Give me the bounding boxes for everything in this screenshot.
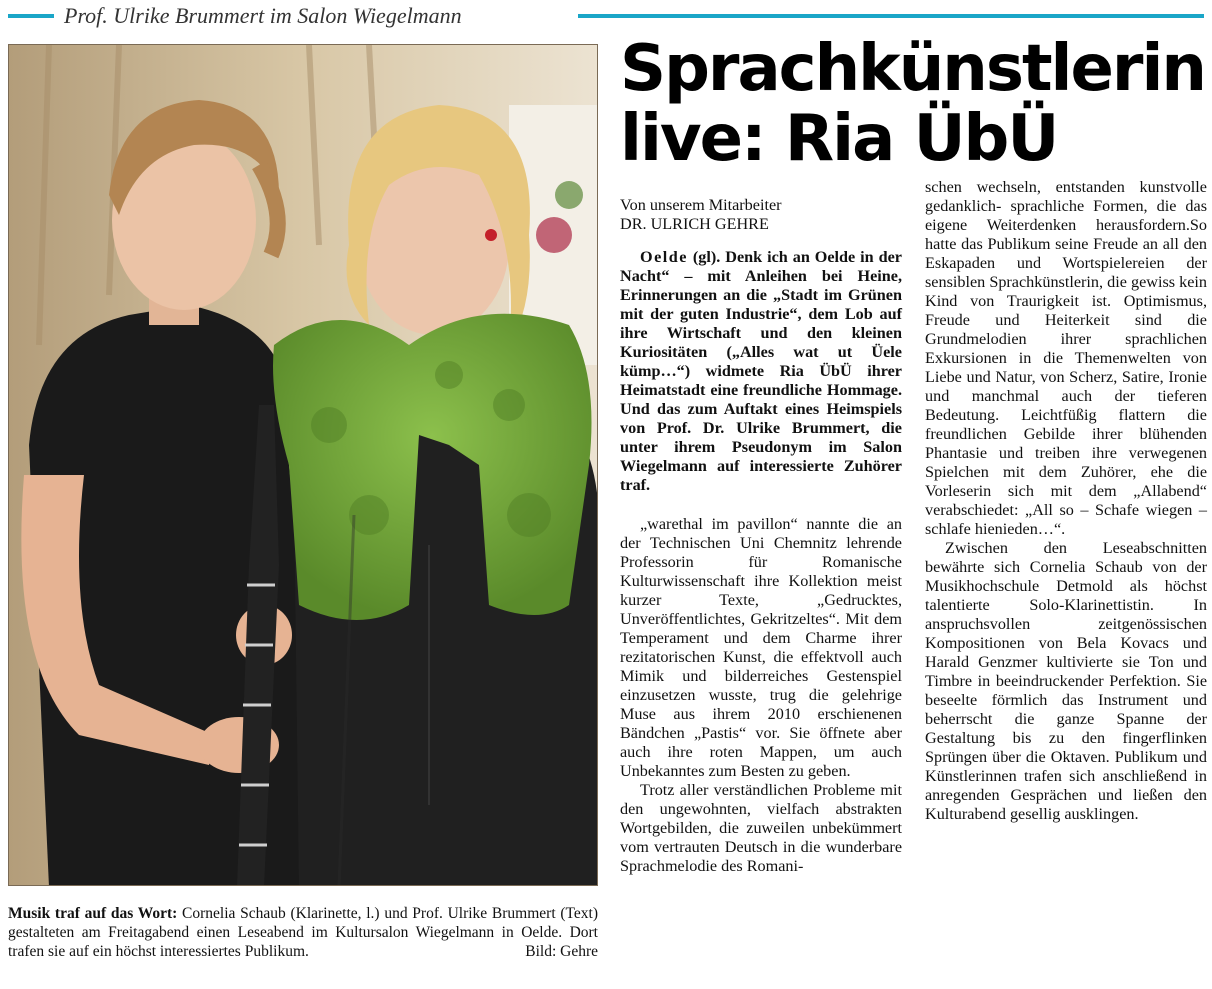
body-paragraph-2: Trotz aller verständlichen Probleme mit den ungewohnten, vielfach abstrakten Wortgebilden, die zuweilen unbekümmert vom vertrauten Deutsch in die wunderbare Sprachmelodie des Romani- — [620, 781, 902, 875]
byline — [620, 196, 902, 234]
kicker-rule-right — [578, 14, 1204, 18]
article-column-right — [925, 178, 1207, 824]
body-paragraph-3: schen wechseln, entstanden kunstvolle gedanklich- sprachliche Formen, die das eigene Weiterdenken herausfordern.So hatte das Publikum seine Freude an all den Eskapaden und Wortspielereien der sensiblen Sprachkünstlerin, die gewiss kein Kind von Traurigkeit ist. Optimismus, Freude und Heiterkeit sind die Grundmelodien ihrer sprachlichen Exkursionen in die Themenwelten von Liebe und Natur, von Scherz, Satire, Ironie und manchmal auch der tieferen Bedeutung. Leichtfüßig flattern die freundlichen Gebilde ihrer blühenden Phantasie und treiben ihre verwegenen Spielchen mit dem Zuhörer, ehe die Vorleserin sich mit dem „Allabend“ verabschiedet: „All so – Schafe wiegen – schlafe hienieden…“. — [925, 178, 1207, 538]
headline — [620, 34, 1205, 174]
photo-illustration — [9, 45, 598, 886]
byline-role: Von unserem Mitarbeiter — [620, 196, 782, 214]
photo-credit: Bild: Gehre — [525, 943, 598, 960]
article-photo — [8, 44, 598, 886]
lead-paragraph — [620, 248, 902, 495]
caption-text: Cornelia Schaub (Klarinette, l.) und Prof. Ulrike Brummert (Text) gestalteten am Freitagabend einen Leseabend im Kultursalon Wiegelmann in Oelde. Dort trafen sie auf ein höchst interessiertes Publikum. — [8, 905, 598, 960]
headline-line-2: live: Ria ÜbÜ — [620, 102, 1058, 176]
kicker-rule-left — [8, 14, 54, 18]
caption-label: Musik traf auf das Wort: — [8, 905, 178, 922]
dateline: Oelde — [640, 248, 688, 266]
headline-line-1: Sprachkünstlerin — [620, 32, 1205, 106]
kicker: Prof. Ulrike Brummert im Salon Wiegelmann — [64, 3, 462, 28]
body-paragraph-1: „warethal im pavillon“ nannte die an der Technischen Uni Chemnitz lehrende Professorin für Romanische Kulturwissenschaft ihre Kollektion meist kurzer Texte, „Gedrucktes, Unveröffentlichtes, Gekritzeltes“. Mit dem Temperament und dem Charme ihrer rezitatorischen Kunst, die effektvoll auch Mimik und bilderreiches Gestenspiel einzusetzen wusste, trug die gelehrige Muse aus ihrem 2010 erschienenen Bändchen „Pastis“ vor. Sie öffnete aber auch ihre roten Mappen, um auch Unbekanntes zum Besten zu geben. — [620, 515, 902, 780]
photo-caption — [8, 904, 598, 961]
article-column-left — [620, 196, 902, 876]
body-paragraph-4: Zwischen den Leseabschnitten bewährte sich Cornelia Schaub von der Musikhochschule Detmold als höchst talentierte Solo-Klarinettistin. In anspruchsvollen zeitgenössischen Kompositionen von Bela Kovacs und Harald Genzmer kultivierte sie Ton und Timbre in beeindruckender Perfektion. Sie beseelte förmlich das Instrument und beherrscht die ganze Spanne der Gestaltung bis zu den fingerflinken Sprüngen über die Oktaven. Publikum und Künstlerinnen trafen sich anschließend in anregenden Gesprächen und ließen den Kulturabend gesellig ausklingen. — [925, 539, 1207, 823]
lead-text: (gl). Denk ich an Oelde in der Nacht“ – mit Anleihen bei Heine, Erinnerungen an die „Stadt im Grünen mit der guten Industrie“, dem Lob auf ihre Wirtschaft und den kleinen Kuriositäten („Alles wat ut Üele kümp…“) widmete Ria ÜbÜ ihrer Heimatstadt eine freundliche Hommage. Und das zum Auftakt eines Heimspiels von Prof. Dr. Ulrike Brummert, die unter ihrem Pseudonym im Salon Wiegelmann auf interessierte Zuhörer traf. — [620, 248, 902, 494]
byline-author: DR. ULRICH GEHRE — [620, 215, 769, 233]
